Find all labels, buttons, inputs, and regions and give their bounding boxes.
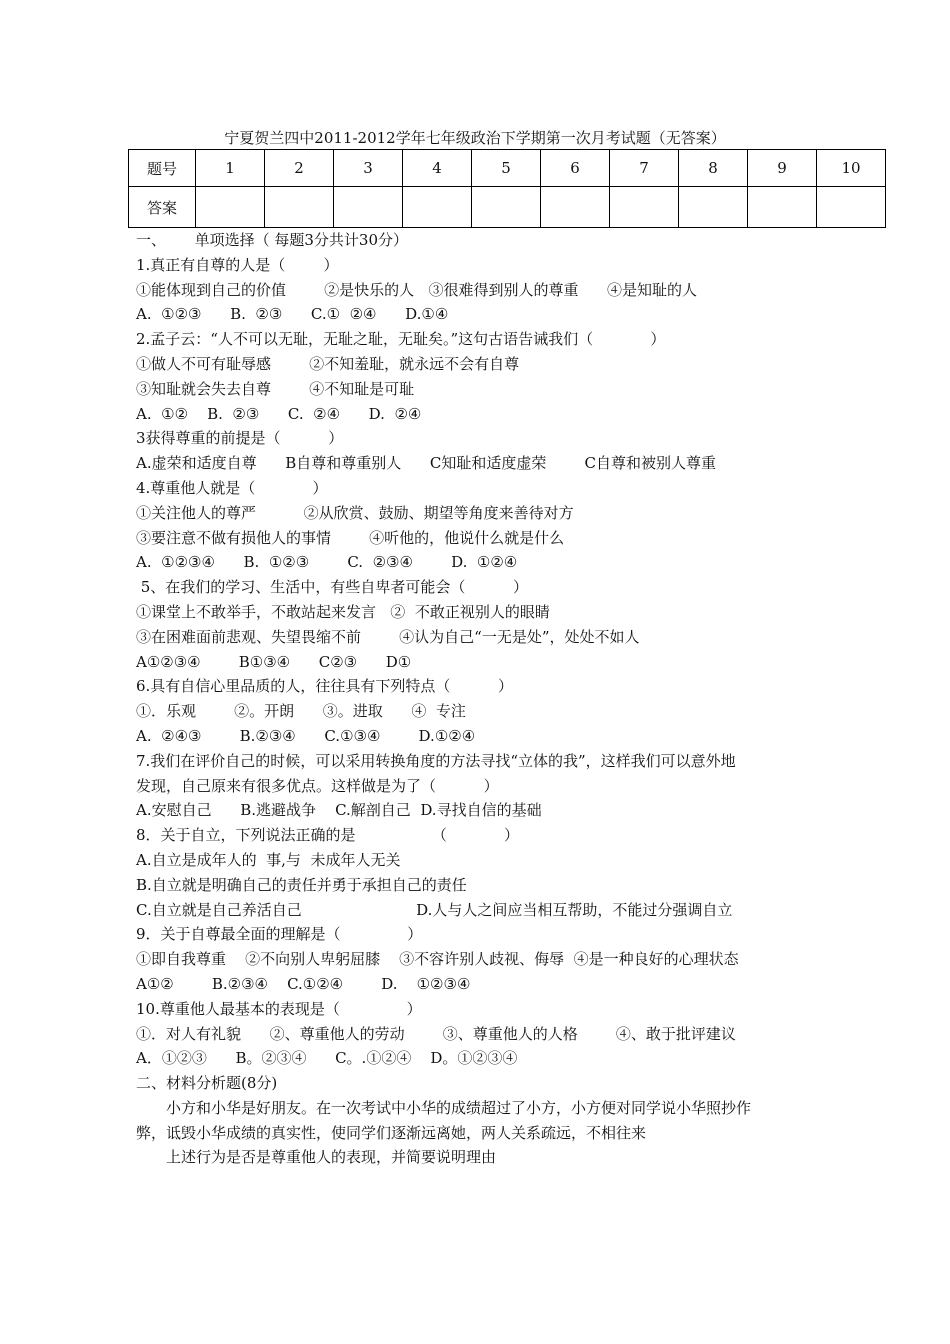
question-number-cell: 9 xyxy=(748,150,817,187)
question-line: 6.具有自信心里品质的人，往往具有下列特点（ ） xyxy=(136,677,513,696)
question-line: 5、在我们的学习、生活中，有些自卑者可能会（ ） xyxy=(136,578,528,597)
answer-cell[interactable] xyxy=(610,187,679,228)
question-line: ①课堂上不敢举手，不敢站起来发言 ② 不敢正视别人的眼睛 xyxy=(136,602,550,621)
material-text-line: 小方和小华是好朋友。在一次考试中小华的成绩超过了小方，小方便对同学说小华照抄作 xyxy=(166,1098,752,1117)
question-line: A．①②③ B。②③④ C。.①②④ D。①②③④ xyxy=(136,1049,518,1068)
answer-cell[interactable] xyxy=(196,187,265,228)
question-line: C.自立就是自己养活自己 D.人与人之间应当相互帮助，不能过分强调自立 xyxy=(136,900,733,919)
question-number-label: 题号 xyxy=(129,150,196,187)
question-line: A.虚荣和适度自尊 B自尊和尊重别人 C知耻和适度虚荣 C自尊和被别人尊重 xyxy=(136,454,716,473)
answer-label: 答案 xyxy=(129,187,196,228)
question-number-cell: 7 xyxy=(610,150,679,187)
question-number-cell: 6 xyxy=(541,150,610,187)
answer-cell[interactable] xyxy=(265,187,334,228)
page-title: 宁夏贺兰四中2011-2012学年七年级政治下学期第一次月考试题（无答案） xyxy=(224,129,726,147)
question-line: ③要注意不做有损他人的事情 ④听他的，他说什么就是什么 xyxy=(136,528,565,547)
answer-table-header-row xyxy=(129,150,886,187)
question-line: ①关注他人的尊严 ②从欣赏、鼓励、期望等角度来善待对方 xyxy=(136,503,574,522)
answer-cell[interactable] xyxy=(541,187,610,228)
question-line: 7.我们在评价自己的时候，可以采用转换角度的方法寻找“立体的我”，这样我们可以意外地 xyxy=(136,751,736,770)
question-line: 3获得尊重的前提是（ ） xyxy=(136,429,344,448)
question-number-cell: 4 xyxy=(403,150,472,187)
question-line: A①② B.②③④ C.①②④ D. ①②③④ xyxy=(136,974,471,993)
answer-cell[interactable] xyxy=(748,187,817,228)
answer-cell[interactable] xyxy=(817,187,886,228)
question-line: A①②③④ B①③④ C②③ D① xyxy=(136,652,412,671)
question-number-cell: 3 xyxy=(334,150,403,187)
question-number-cell: 8 xyxy=(679,150,748,187)
answer-table xyxy=(128,149,886,228)
question-line: 10.尊重他人最基本的表现是（ ） xyxy=(136,999,422,1018)
answer-cell[interactable] xyxy=(334,187,403,228)
question-line: 2.孟子云：“人不可以无耻，无耻之耻，无耻矣。”这句古语告诫我们（ ） xyxy=(136,330,666,349)
question-list xyxy=(136,253,856,1071)
answer-cell[interactable] xyxy=(679,187,748,228)
question-number-cell: 10 xyxy=(817,150,886,187)
question-line: 1.真正有自尊的人是（ ） xyxy=(136,255,339,274)
question-line: ①能体现到自己的价值 ②是快乐的人 ③很难得到别人的尊重 ④是知耻的人 xyxy=(136,280,698,299)
question-line: A. ①②③④ B. ①②③ C. ②③④ D. ①②④ xyxy=(136,553,518,572)
question-line: ①做人不可有耻辱感 ②不知羞耻，就永远不会有自尊 xyxy=(136,354,520,373)
answer-table-answer-row xyxy=(129,187,886,228)
question-line: 9．关于自尊最全面的理解是（ ） xyxy=(136,925,423,944)
section-2-heading: 二、材料分析题(8分) xyxy=(136,1074,278,1093)
question-line: A.自立是成年人的 事,与 未成年人无关 xyxy=(136,850,401,869)
question-line: 8．关于自立，下列说法正确的是 （ ） xyxy=(136,826,520,845)
material-question: 上述行为是否是尊重他人的表现，并简要说明理由 xyxy=(166,1148,497,1167)
question-line: ①．对人有礼貌 ②、尊重他人的劳动 ③、尊重他人的人格 ④、敢于批评建议 xyxy=(136,1024,736,1043)
question-line: ①．乐观 ②。开朗 ③。进取 ④ 专注 xyxy=(136,702,466,721)
question-line: B.自立就是明确自己的责任并勇于承担自己的责任 xyxy=(136,875,467,894)
question-line: 4.尊重他人就是（ ） xyxy=(136,478,328,497)
material-text-line: 弊，诋毁小华成绩的真实性，使同学们逐渐远离她，两人关系疏远，不相往来 xyxy=(136,1123,647,1142)
question-line: ③知耻就会失去自尊 ④不知耻是可耻 xyxy=(136,379,415,398)
answer-cell[interactable] xyxy=(403,187,472,228)
section-1-heading: 一、 单项选择（ 每题3分共计30分） xyxy=(136,231,409,249)
question-line: A. ②④③ B.②③④ C.①③④ D.①②④ xyxy=(136,726,476,745)
question-line: A. ①②③ B. ②③ C.① ②④ D.①④ xyxy=(136,305,449,324)
question-line: 发现，自己原来有很多优点。这样做是为了（ ） xyxy=(136,776,499,795)
question-number-cell: 5 xyxy=(472,150,541,187)
question-line: ③在困难面前悲观、失望畏缩不前 ④认为自己“一无是处”，处处不如人 xyxy=(136,627,640,646)
question-number-cell: 2 xyxy=(265,150,334,187)
exam-content xyxy=(136,228,856,1170)
question-line: ①即自我尊重 ②不向别人卑躬屈膝 ③不容许别人歧视、侮辱 ④是一种良好的心理状态 xyxy=(136,950,739,969)
answer-cell[interactable] xyxy=(472,187,541,228)
question-line: A. ①② B. ②③ C. ②④ D. ②④ xyxy=(136,404,422,423)
question-line: A.安慰自己 B.逃避战争 C.解剖自己 D.寻找自信的基础 xyxy=(136,801,542,820)
question-number-cell: 1 xyxy=(196,150,265,187)
